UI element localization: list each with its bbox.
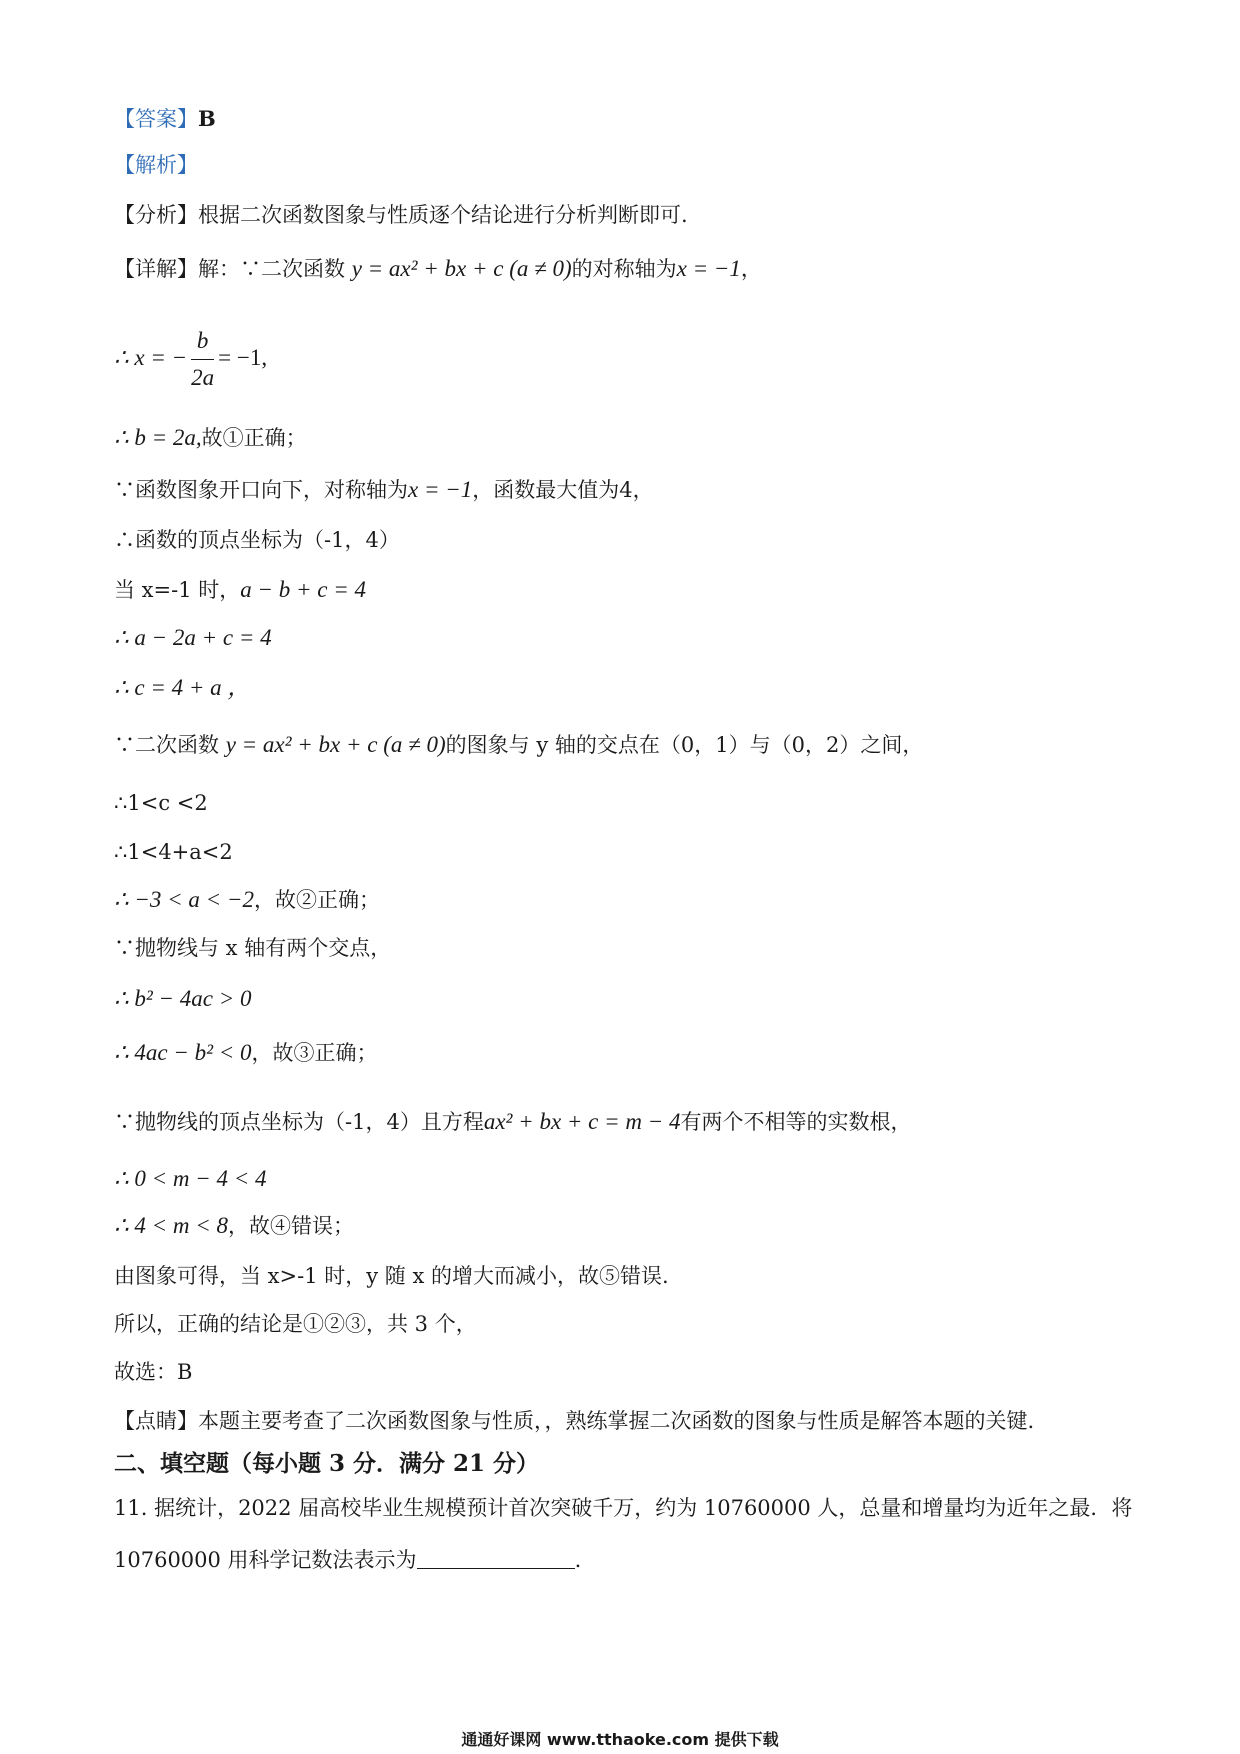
line-disc2 bbox=[114, 1040, 378, 1066]
equation-math: ax² + bx + c = m − 4 bbox=[483, 1109, 681, 1134]
fenxi-text: 根据二次函数图象与性质逐个结论进行分析判断即可. bbox=[198, 203, 688, 227]
line-intersect bbox=[114, 732, 923, 758]
q11-prefix: 10760000 用科学记数法表示为 bbox=[114, 1548, 417, 1572]
line-b2a bbox=[114, 425, 307, 451]
section-title: 二、填空题（每小题 3 分．满分 21 分） bbox=[114, 1450, 540, 1477]
detail-mid: 的对称轴为 bbox=[571, 257, 677, 281]
analysis-label: 【解析】 bbox=[114, 153, 198, 177]
line-m2 bbox=[114, 1213, 354, 1239]
line-parabola: ∵抛物线与 x 轴有两个交点， bbox=[114, 936, 392, 960]
fenxi-label: 【分析】 bbox=[114, 203, 198, 227]
line-c: ∴ c = 4 + a ， bbox=[114, 675, 251, 700]
fraction-denominator: 2a bbox=[191, 365, 215, 390]
intersect-text: 的图象与 y 轴的交点在（0，1）与（0，2）之间， bbox=[445, 733, 924, 757]
when-text: 当 x=-1 时， bbox=[114, 578, 241, 602]
dianjing-text: 本题主要考查了二次函数图象与性质，，熟练掌握二次函数的图象与性质是解答本题的关键. bbox=[198, 1409, 1035, 1433]
line-disc: ∴ b² − 4ac > 0 bbox=[114, 986, 252, 1011]
disc2-math: ∴ 4ac − b² < 0 bbox=[114, 1040, 252, 1065]
line-c-range: ∴1<c <2 bbox=[114, 791, 208, 815]
when-math: a − b + c = 4 bbox=[240, 577, 367, 602]
fraction-suffix: = −1, bbox=[218, 345, 268, 370]
a-range2-text: ，故②正确； bbox=[253, 888, 380, 912]
equation-text2: 有两个不相等的实数根， bbox=[680, 1110, 912, 1134]
detail-line bbox=[114, 256, 762, 282]
answer-label: 【答案】 bbox=[114, 107, 198, 131]
footer-text: 通通好课网 www.tthaoke.com 提供下载 bbox=[461, 1730, 779, 1749]
line-sub: ∴ a − 2a + c = 4 bbox=[114, 625, 272, 650]
fraction-line bbox=[114, 323, 267, 393]
q11-line2 bbox=[114, 1547, 581, 1573]
line-open bbox=[114, 477, 654, 503]
a-range2-math: ∴ −3 < a < −2 bbox=[114, 887, 254, 912]
b2a-math: ∴ b = 2a, bbox=[114, 425, 202, 450]
dianjing-line bbox=[114, 1408, 1034, 1434]
detail-formula: y = ax² + bx + c (a ≠ 0) bbox=[351, 256, 572, 281]
line-graph: 由图象可得，当 x>-1 时，y 随 x 的增大而减小，故⑤错误. bbox=[114, 1264, 669, 1288]
detail-label: 【详解】 bbox=[114, 257, 198, 281]
answer-line bbox=[114, 106, 216, 132]
q11-suffix: . bbox=[574, 1548, 582, 1572]
equation-text1: ∵抛物线的顶点坐标为（-1，4）且方程 bbox=[114, 1110, 484, 1134]
fraction bbox=[191, 326, 214, 393]
dianjing-label: 【点睛】 bbox=[114, 1409, 198, 1433]
detail-axis: x = −1 bbox=[676, 256, 741, 281]
disc2-text: ，故③正确； bbox=[251, 1041, 378, 1065]
open-axis: x = −1 bbox=[408, 477, 473, 502]
line-conclusion: 所以，正确的结论是①②③，共 3 个， bbox=[114, 1312, 477, 1336]
detail-prefix: 解：∵二次函数 bbox=[198, 257, 352, 281]
open-text1: ∵函数图象开口向下，对称轴为 bbox=[114, 478, 408, 502]
fenxi-line bbox=[114, 202, 688, 228]
line-when bbox=[114, 577, 366, 603]
fraction-numerator: b bbox=[191, 326, 214, 360]
line-choice: 故选：B bbox=[114, 1360, 193, 1384]
open-text2: ，函数最大值为4， bbox=[472, 478, 654, 502]
intersect-formula: y = ax² + bx + c (a ≠ 0) bbox=[225, 732, 446, 757]
m2-math: ∴ 4 < m < 8 bbox=[114, 1213, 229, 1238]
line-a-range2 bbox=[114, 887, 380, 913]
fraction-prefix: ∴ x = − bbox=[114, 345, 188, 370]
detail-end: ， bbox=[740, 257, 762, 281]
answer-blank[interactable] bbox=[417, 1548, 575, 1569]
b2a-text: 故①正确； bbox=[201, 426, 307, 450]
m2-text: ，故④错误； bbox=[228, 1214, 355, 1238]
line-equation bbox=[114, 1109, 912, 1135]
line-m1: ∴ 0 < m − 4 < 4 bbox=[114, 1166, 267, 1191]
q11-line1: 11. 据统计，2022 届高校毕业生规模预计首次突破千万，约为 10760000 人，总量和增量均为近年之最．将 bbox=[114, 1496, 1133, 1520]
line-a-range1: ∴1<4+a<2 bbox=[114, 840, 233, 864]
answer-value: B bbox=[198, 106, 216, 131]
line-vertex: ∴函数的顶点坐标为（-1，4） bbox=[114, 528, 400, 552]
intersect-prefix: ∵二次函数 bbox=[114, 733, 226, 757]
